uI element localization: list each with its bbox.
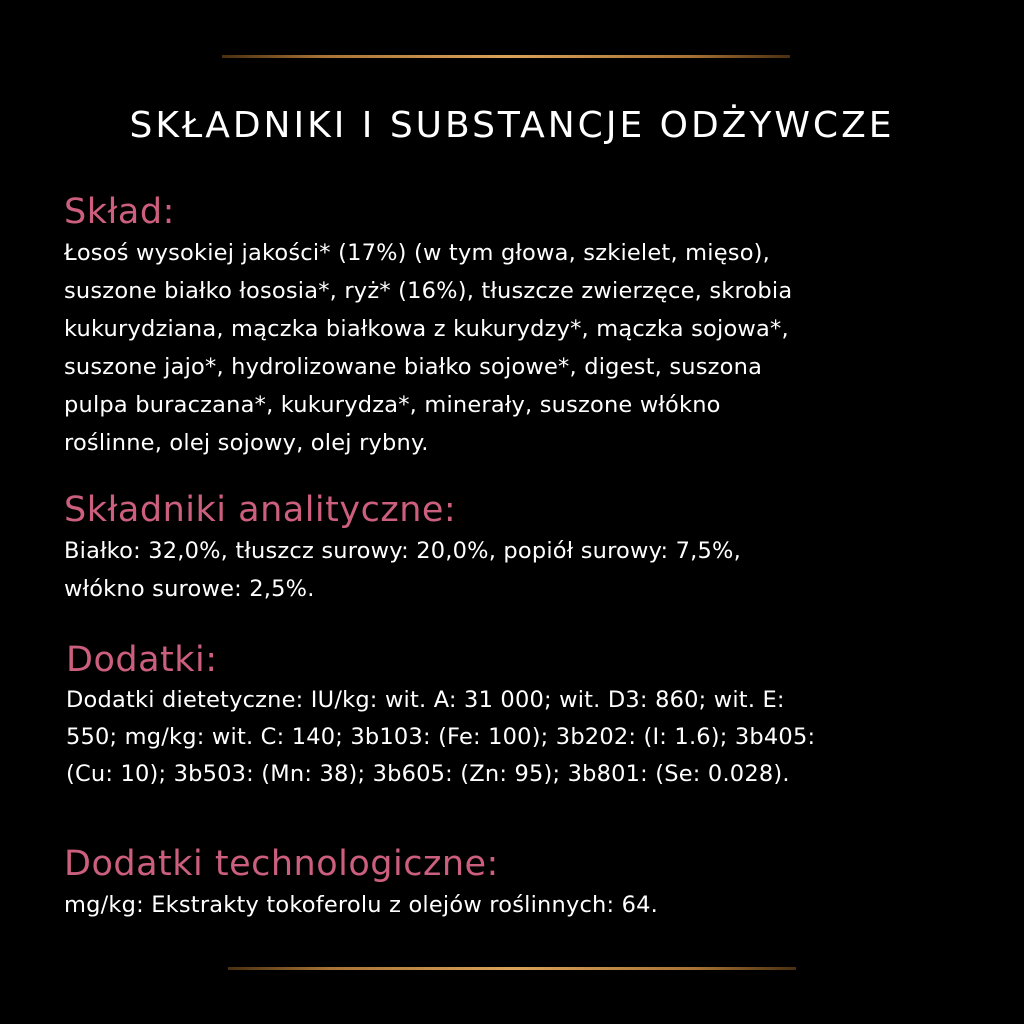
analytical-heading: Składniki analityczne: [64, 490, 457, 530]
additives-line: 550; mg/kg: wit. C: 140; 3b103: (Fe: 100); 3b202: (I: 1.6); 3b405: [66, 724, 816, 750]
technological-text [64, 886, 964, 924]
additives-heading: Dodatki: [66, 640, 218, 680]
composition-line: suszone jajo*, hydrolizowane białko sojowe*, digest, suszona [64, 354, 763, 380]
section-technological-additives [64, 842, 964, 924]
top-gold-divider [222, 55, 790, 58]
bottom-gold-divider [228, 967, 796, 970]
section-analytical [64, 488, 964, 608]
analytical-line: Białko: 32,0%, tłuszcz surowy: 20,0%, popiół surowy: 7,5%, [64, 538, 741, 564]
page-title: SKŁADNIKI I SUBSTANCJE ODŻYWCZE [129, 105, 895, 146]
additives-line: (Cu: 10); 3b503: (Mn: 38); 3b605: (Zn: 95); 3b801: (Se: 0.028). [66, 761, 790, 787]
composition-line: roślinne, olej sojowy, olej rybny. [64, 430, 429, 456]
technological-line: mg/kg: Ekstrakty tokoferolu z olejów roślinnych: 64. [64, 892, 659, 918]
analytical-line: włókno surowe: 2,5%. [64, 576, 315, 602]
technological-heading: Dodatki technologiczne: [64, 844, 499, 884]
additives-text [66, 682, 966, 793]
composition-text [64, 234, 964, 462]
section-additives [66, 638, 966, 793]
composition-heading: Skład: [64, 192, 175, 232]
composition-line: pulpa buraczana*, kukurydza*, minerały, suszone włókno [64, 392, 721, 418]
section-composition [64, 190, 964, 462]
additives-line: Dodatki dietetyczne: IU/kg: wit. A: 31 000; wit. D3: 860; wit. E: [66, 687, 785, 713]
composition-line: suszone białko łososia*, ryż* (16%), tłuszcze zwierzęce, skrobia [64, 278, 793, 304]
analytical-text [64, 532, 964, 608]
composition-line: Łosoś wysokiej jakości* (17%) (w tym głowa, szkielet, mięso), [64, 240, 770, 266]
composition-line: kukurydziana, mączka białkowa z kukurydzy*, mączka sojowa*, [64, 316, 789, 342]
